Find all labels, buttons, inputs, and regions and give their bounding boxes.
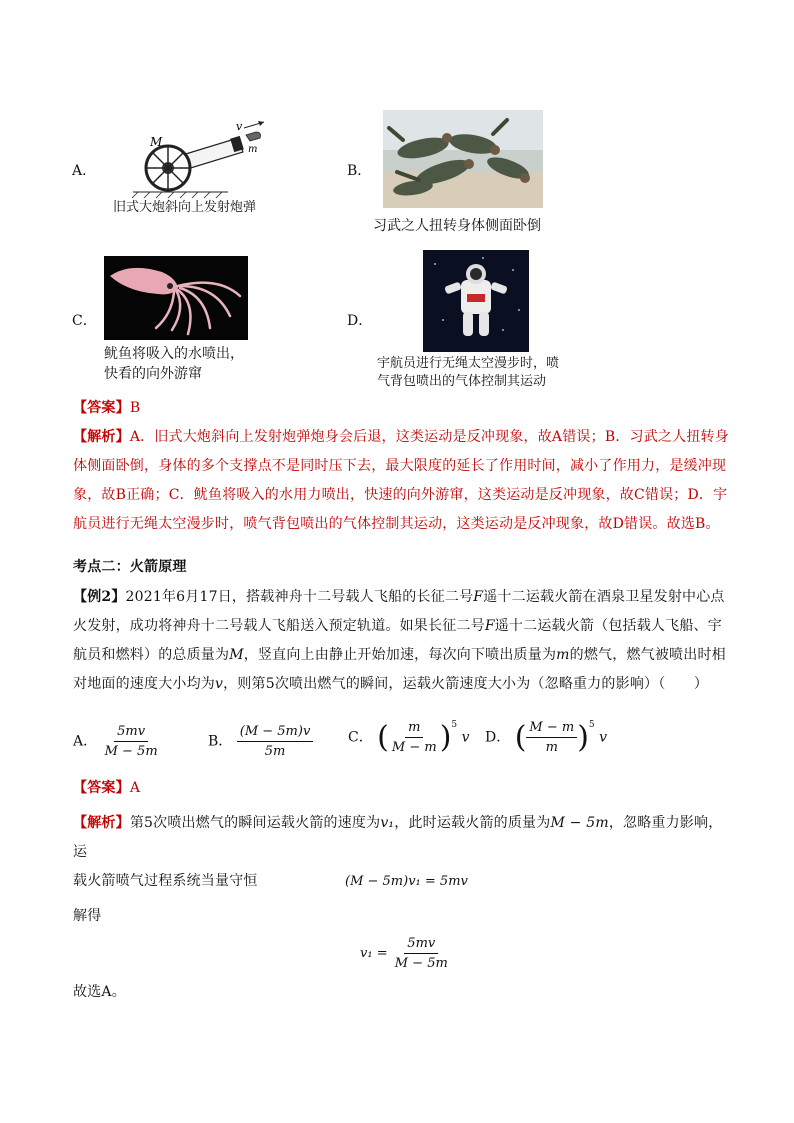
choice-b-fraction — [237, 724, 314, 759]
option-b-caption: 习武之人扭转身体侧面卧倒 — [373, 218, 541, 234]
choice-b[interactable] — [208, 724, 313, 759]
analysis-2-v1: v₁ — [380, 815, 395, 831]
cannon-illustration — [108, 120, 278, 200]
example-2-v: v — [215, 676, 224, 692]
choice-b-letter: B． — [208, 733, 233, 750]
example-2-line3a: 航员和燃料）的总质量为 — [73, 647, 230, 663]
choice-d-exp: 5 — [588, 720, 595, 730]
equation-1: (M − 5m)v₁ = 5mv — [345, 874, 468, 889]
choice-b-den: 5m — [264, 744, 286, 759]
choice-d-fraction — [526, 720, 577, 755]
choice-c-den: M − m — [391, 740, 437, 755]
astronaut-photo — [423, 250, 529, 352]
option-c-letter: C． — [72, 313, 97, 329]
option-d-caption-line2: 气背包喷出的气体控制其运动 — [377, 374, 547, 389]
example-2-line3c: 的燃气，燃气被喷出时相 — [569, 647, 726, 663]
option-b-letter: B． — [347, 163, 372, 179]
equation-2-fraction — [392, 936, 451, 971]
choice-a[interactable] — [73, 724, 161, 759]
choice-c-exp: 5 — [451, 720, 458, 730]
example-2-F2: F — [484, 618, 495, 634]
example-2-line3b: ，竖直向上由静止开始加速，每次向下喷出质量为 — [243, 647, 557, 663]
answer-2 — [73, 774, 140, 803]
choice-c-letter: C． — [348, 729, 373, 746]
squid-photo — [104, 256, 248, 340]
choice-c-fraction — [389, 720, 440, 755]
answer-2-label: 【答案】 — [73, 780, 130, 796]
analysis-1-line4: 航员进行无绳太空漫步时，喷气背包喷出的气体控制其运动，这类运动是反冲现象，故D错误。故选B。 — [73, 516, 720, 532]
equation-2 — [360, 936, 451, 971]
choice-c-lparen: ( — [377, 720, 389, 755]
example-2-line2a: 火发射，成功将神舟十二号载人飞船送入预定轨道。如果长征二号 — [73, 618, 485, 634]
choice-d-den: m — [545, 740, 558, 755]
analysis-1-line1: A．旧式大炮斜向上发射炮弹炮身会后退，这类运动是反冲现象，故A错误；B．习武之人扭转身 — [129, 429, 729, 445]
equation-2-den: M − 5m — [394, 956, 448, 971]
option-c-caption-line2: 快看的向外游窜 — [104, 366, 202, 382]
label-v: v — [236, 120, 243, 133]
equation-2-left: v₁ = — [360, 946, 388, 961]
choice-d-rparen: ) — [577, 720, 589, 755]
choice-a-letter: A． — [73, 733, 98, 750]
example-2-line1b: 遥十二运载火箭在酒泉卫星发射中心点 — [483, 589, 725, 605]
example-2-M: M — [229, 647, 244, 663]
choice-a-num: 5mv — [114, 724, 148, 742]
option-a-letter: A． — [72, 163, 97, 179]
option-d-caption-line1: 宇航员进行无绳太空漫步时，喷 — [377, 356, 560, 371]
choice-c-v: v — [461, 729, 470, 746]
option-d-letter: D． — [347, 313, 373, 329]
analysis-1-line3: 象，故B正确；C．鱿鱼将吸入的水用力喷出，快速的向外游窜，这类运动是反冲现象，故C错误；D．宇 — [73, 487, 728, 503]
example-2-line4b: ，则第5次喷出燃气的瞬间，运载火箭速度大小为（忽略重力的影响）（ ） — [223, 676, 709, 692]
analysis-2-label: 【解析】 — [73, 815, 130, 831]
example-2-line2b: 遥十二运载火箭（包括载人飞船、宇 — [494, 618, 722, 634]
analysis-2-line2: 载火箭喷气过程系统当量守恒 — [73, 873, 258, 889]
option-a-caption: 旧式大炮斜向上发射炮弹 — [113, 200, 257, 215]
equation-2-num: 5mv — [404, 936, 438, 954]
choice-d-v: v — [599, 729, 608, 746]
label-m: m — [248, 144, 258, 155]
choice-d-num: M − m — [526, 720, 577, 738]
example-2-F1: F — [473, 589, 484, 605]
analysis-1-line2: 体侧面卧倒，身体的多个支撑点不是同时压下去，最大限度的延长了作用时间，减小了作用力，是缓冲现 — [73, 458, 727, 474]
martial-arts-photo — [383, 110, 543, 208]
example-2-label: 【例2】 — [73, 589, 126, 605]
answer-2-value: A — [129, 780, 141, 796]
choice-d[interactable] — [485, 720, 607, 755]
choice-c-num: m — [405, 720, 423, 738]
label-M: M — [150, 135, 163, 149]
choice-a-fraction — [102, 724, 161, 759]
analysis-2-M5m: M − 5m — [550, 815, 609, 831]
choice-c[interactable] — [348, 720, 470, 755]
answer-1-value: B — [129, 400, 141, 416]
choice-d-letter: D． — [485, 729, 511, 746]
example-2 — [73, 583, 733, 699]
example-2-m: m — [556, 647, 570, 663]
analysis-2-line1b: ，此时运载火箭的质量为 — [394, 815, 551, 831]
analysis-1-label: 【解析】 — [73, 429, 130, 445]
choice-c-rparen: ) — [439, 720, 452, 755]
option-c-caption-line1: 鱿鱼将吸入的水喷出， — [104, 346, 244, 362]
choice-b-num: (M − 5m)v — [237, 724, 314, 742]
answer-1 — [73, 394, 140, 423]
answer-1-label: 【答案】 — [73, 400, 130, 416]
section-title: 考点二：火箭原理 — [73, 559, 187, 575]
choice-d-lparen: ( — [514, 720, 527, 755]
example-2-line4a: 对地面的速度大小均为 — [73, 676, 215, 692]
analysis-1 — [73, 423, 733, 539]
example-2-line1a: 2021年6月17日，搭载神舟十二号载人飞船的长征二号 — [125, 589, 474, 605]
conclusion: 故选A。 — [73, 984, 126, 1000]
analysis-2-line1a: 第5次喷出燃气的瞬间运载火箭的速度为 — [129, 815, 381, 831]
solve-label: 解得 — [73, 908, 102, 924]
analysis-2-line1c: ，忽略重力影响，运 — [73, 815, 723, 860]
choice-a-den: M − 5m — [104, 744, 158, 759]
